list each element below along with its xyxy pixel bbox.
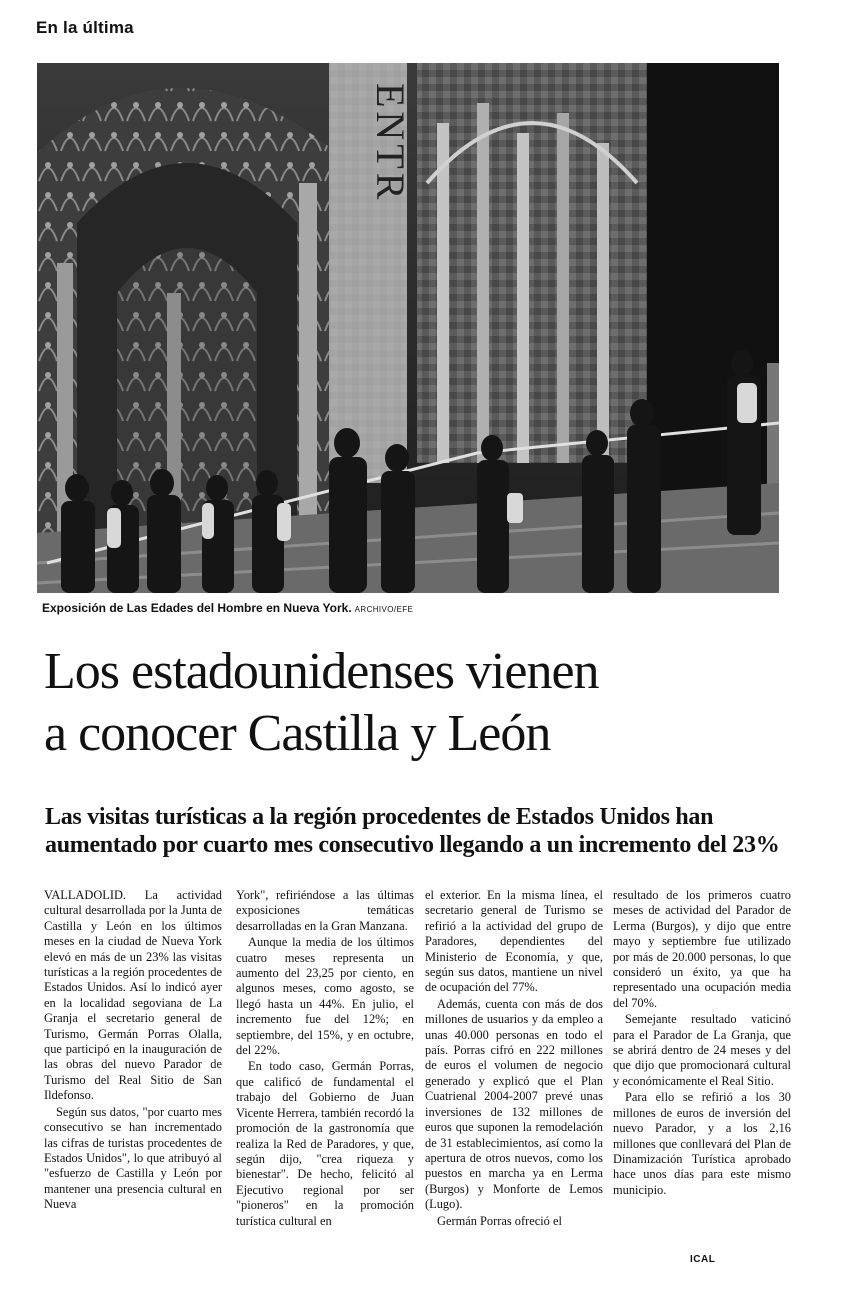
paragraph: Germán Porras ofreció el	[437, 1213, 562, 1228]
banner-text: ENTR	[368, 83, 413, 204]
paragraph: York", refiriéndose a las últimas exposiciones temáticas desarrolladas en la Gran Manzana.	[236, 888, 414, 933]
subheadline-line-1: Las visitas turísticas a la región procedentes de Estados Unidos han	[45, 804, 714, 830]
cathedral-photo	[37, 63, 779, 593]
paragraph: Además, cuenta con más de dos millones de usuarios y da empleo a unas 40.000 personas en todo el país. Porras cifró en 222 millones de euros el volumen de negocio generado y explicó que el Plan Cuatrienal 2004-2007 prevé unas inversiones de 132 millones de euros que suponen la remodelación de 31 establecimientos, así como la apertura de otros nuevos, como los puestos en marcha ya en Lerma (Burgos) y Monforte de Lemos (Lugo).	[425, 996, 603, 1212]
caption-text: Exposición de Las Edades del Hombre en Nueva York.	[42, 601, 352, 615]
article-column-3	[425, 888, 603, 1229]
paragraph: En todo caso, Germán Porras, que calificó de fundamental el trabajo del Gobierno de Juan Vicente Herrera, también recordó la promoción de la gastronomía que realiza la Red de Paradores, y que, según dijo, "crea riqueza y bienestar". De hecho, felicitó al Ejecutivo regional por ser "pioneros" en la promoción turística cultural en	[236, 1059, 414, 1228]
section-label: En la última	[36, 18, 134, 37]
paragraph: el exterior. En la misma línea, el secretario general de Turismo se refirió a la actividad del grupo de Paradores, dependientes del Ministerio de Economía, y que, según sus datos, mantiene un nivel de ocupación del 77%.	[425, 888, 603, 995]
photo-caption	[42, 601, 413, 615]
article-column-4	[613, 888, 791, 1198]
article-column-2	[236, 888, 414, 1229]
article-column-1	[44, 888, 222, 1213]
headline-line-1: Los estadounidenses vienen	[44, 643, 599, 700]
paragraph: Semejante resultado vaticinó para el Parador de La Granja, que se abrirá dentro de 24 meses y del que dijo que promocionará cultural y económicamente el Real Sitio.	[613, 1012, 791, 1088]
paragraph: Aunque la media de los últimos cuatro meses representa un aumento del 23,25 por ciento, en algunos meses, como agosto, se llegó hasta un 44%. En julio, el incremento fue del 12%; en septiembre, del 15%, y en octubre, del 22%.	[236, 935, 414, 1058]
subheadline	[45, 803, 805, 859]
news-photo	[37, 63, 779, 593]
paragraph: resultado de los primeros cuatro meses de actividad del Parador de Lerma (Burgos), y dijo que entre mayo y septiembre fue utilizado por más de 20.000 personas, lo que consideró un éxito, ya que ha representado una ocupación media del 70%.	[613, 888, 791, 1010]
headline	[44, 641, 804, 765]
photo-credit: ARCHIVO/EFE	[354, 605, 414, 614]
paragraph: Para ello se refirió a los 30 millones de euros de inversión del nuevo Parador, y a los 2,16 millones que conllevará del Plan de Dinamización Turística aprobado hace unos días para este mismo municipio.	[613, 1090, 791, 1197]
subheadline-line-2: aumentado por cuarto mes consecutivo llegando a un incremento del 23%	[45, 832, 780, 858]
author-signature: ICAL	[690, 1254, 716, 1265]
paragraph: VALLADOLID. La actividad cultural desarrollada por la Junta de Castilla y León en los últimos meses en la ciudad de Nueva York elevó en más de un 23% las visitas turísticas a la región procedentes de Estados Unidos. Así lo indicó ayer en la localidad segoviana de La Granja el secretario general de Turismo, Germán Porras Olalla, que participó en la inauguración de las obras del nuevo Parador de Turismo del Real Sitio de San Ildefonso.	[44, 888, 222, 1103]
paragraph: Según sus datos, "por cuarto mes consecutivo se han incrementado las cifras de turistas procedentes de Estados Unidos", lo que atribuyó al "esfuerzo de Castilla y León por mantener una presencia cultural en Nueva	[44, 1104, 222, 1212]
headline-line-2: a conocer Castilla y León	[44, 705, 551, 762]
